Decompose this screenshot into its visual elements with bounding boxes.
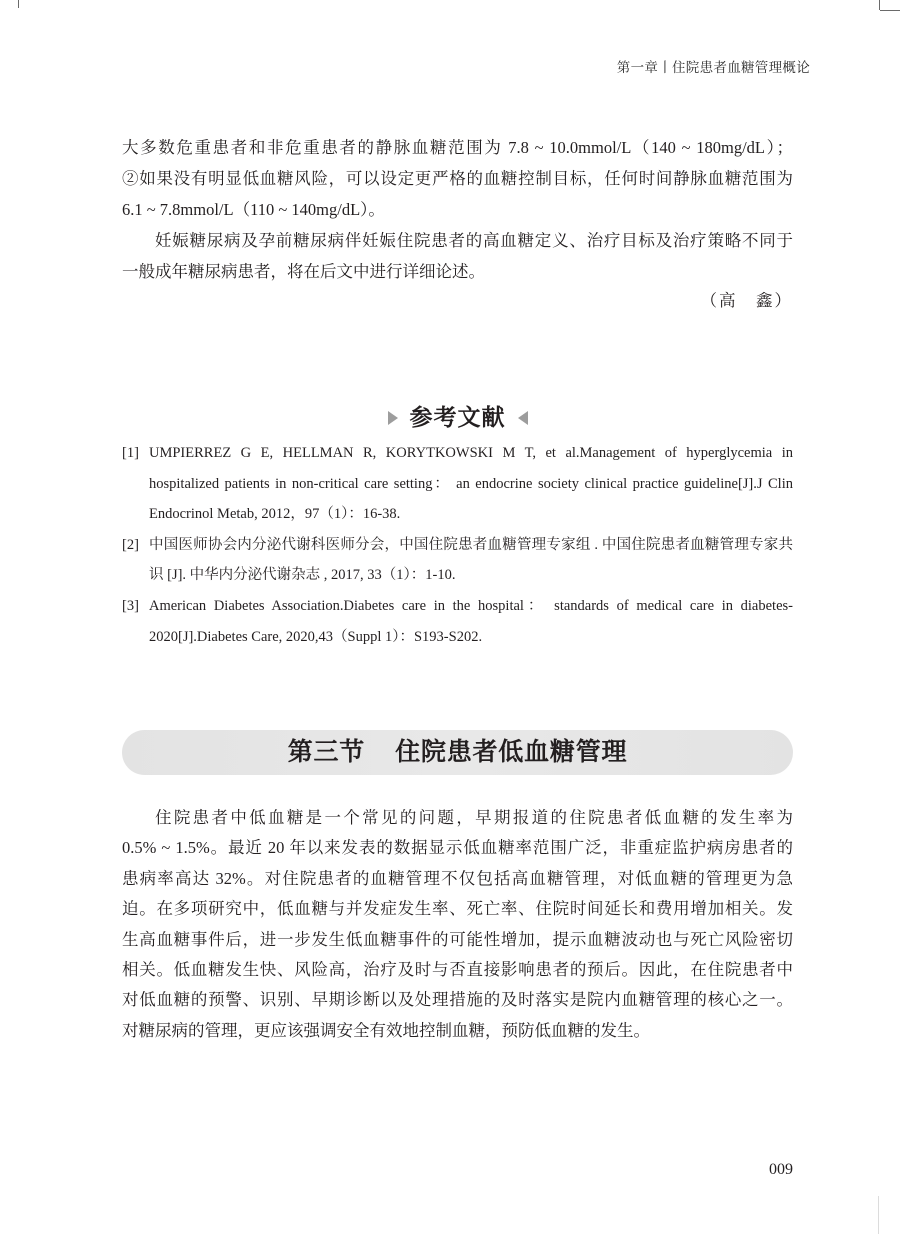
reference-text (149, 591, 793, 652)
reference-line: 识 [J]. 中华内分泌代谢杂志 , 2017, 33（1）：1-10. (149, 567, 456, 584)
text-line: 迫。在多项研究中，低血糖与并发症发生率、死亡率、住院时间延长和费用增加相关。发 (122, 899, 793, 919)
section-paragraph (122, 803, 793, 1046)
text-line: ②如果没有明显低血糖风险，可以设定更严格的血糖控制目标，任何时间静脉血糖范围为 (122, 169, 793, 188)
reference-number: [3] (122, 597, 139, 614)
text-line: 0.5% ~ 1.5%。最近 20 年以来发表的数据显示低血糖率范围广泛，非重症监护病房患者的 (122, 838, 793, 858)
crop-mark-bottom-right (878, 1196, 879, 1234)
triangle-right-icon (388, 411, 398, 425)
section-title: 住院患者低血糖管理 (395, 739, 628, 766)
text-line: 对糖尿病的管理，更应该强调安全有效地控制血糖，预防低血糖的发生。 (122, 1020, 650, 1040)
reference-line: Endocrinol Metab, 2012，97（1）：16-38. (149, 506, 401, 523)
reference-list (122, 438, 793, 652)
page-number: 009 (769, 1161, 793, 1178)
triangle-left-icon (518, 411, 528, 425)
author-credit: （高 鑫） (700, 291, 793, 310)
reference-item (122, 438, 793, 530)
section-heading-bar (122, 730, 793, 775)
reference-text (149, 530, 793, 591)
crop-mark-top-right-horizontal (880, 10, 900, 11)
continued-text (122, 132, 793, 287)
running-header: 第一章丨住院患者血糖管理概论 (616, 60, 810, 75)
text-line: 生高血糖事件后，进一步发生低血糖事件的可能性增加，提示血糖波动也与死亡风险密切 (122, 929, 793, 949)
text-line: 患病率高达 32%。对住院患者的血糖管理不仅包括高血糖管理，对低血糖的管理更为急 (122, 868, 793, 888)
text-line: 6.1 ~ 7.8mmol/L（110 ~ 140mg/dL）。 (122, 200, 385, 219)
reference-line: hospitalized patients in non-critical care setting： an endocrine society clinical practice guideline[J].J Clin (149, 475, 793, 492)
text-line: 住院患者中低血糖是一个常见的问题，早期报道的住院患者低血糖的发生率为 (155, 808, 793, 827)
reference-text (149, 438, 793, 530)
reference-item (122, 591, 793, 652)
text-line: 一般成年糖尿病患者，将在后文中进行详细论述。 (122, 262, 485, 281)
crop-mark-top-right (879, 0, 880, 10)
reference-number: [1] (122, 445, 139, 461)
reference-line: American Diabetes Association.Diabetes care in the hospital： standards of medical care in diabetes- (149, 597, 793, 614)
text-line: 妊娠糖尿病及孕前糖尿病伴妊娠住院患者的高血糖定义、治疗目标及治疗策略不同于 (155, 231, 793, 250)
section-number: 第三节 (287, 739, 366, 766)
reference-number: [2] (122, 536, 139, 553)
references-heading (122, 400, 793, 436)
reference-line: UMPIERREZ G E, HELLMAN R, KORYTKOWSKI M T, et al.Management of hyperglycemia in (149, 445, 793, 461)
reference-line: 中国医师协会内分泌代谢科医师分会，中国住院患者血糖管理专家组 . 中国住院患者血糖管理专家共 (149, 536, 793, 553)
crop-mark-top-left (18, 0, 19, 8)
text-line: 大多数危重患者和非危重患者的静脉血糖范围为 7.8 ~ 10.0mmol/L（140 ~ 180mg/dL）； (122, 138, 793, 157)
text-line: 对低血糖的预警、识别、早期诊断以及处理措施的及时落实是院内血糖管理的核心之一。 (122, 990, 793, 1010)
reference-line: 2020[J].Diabetes Care, 2020,43（Suppl 1）：S193-S202. (149, 628, 483, 645)
reference-item (122, 530, 793, 591)
references-title: 参考文献 (409, 405, 506, 430)
text-line: 相关。低血糖发生快、风险高，治疗及时与否直接影响患者的预后。因此，在住院患者中 (122, 960, 793, 980)
